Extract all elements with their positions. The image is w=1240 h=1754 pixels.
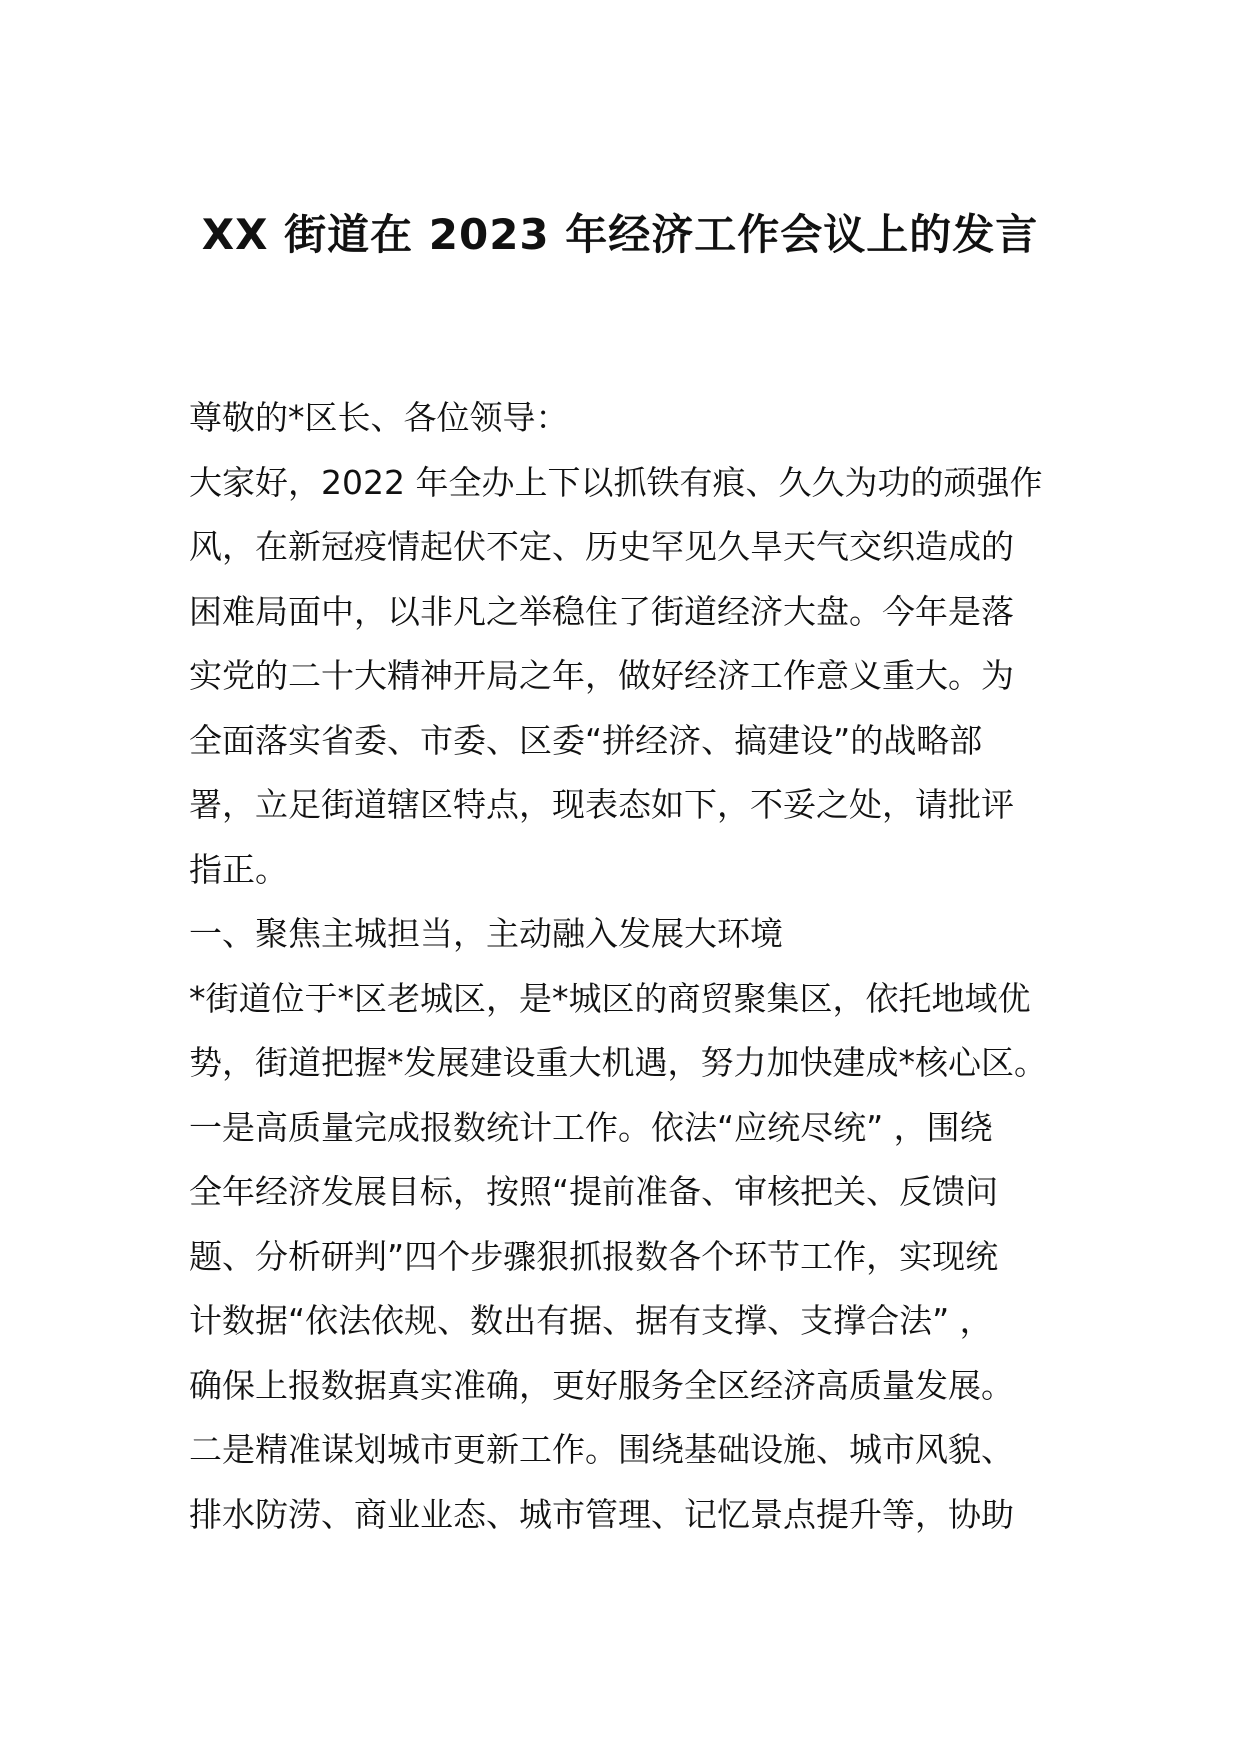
document-title: XX 街道在 2023 年经济工作会议上的发言 [201, 210, 1039, 259]
text-line: 确保上报数据真实准确，更好服务全区经济高质量发展。 [189, 1365, 1014, 1405]
text-line: 尊敬的*区长、各位领导： [189, 398, 569, 437]
text-line: 排水防涝、商业业态、城市管理、记忆景点提升等，协助 [189, 1494, 1014, 1534]
text-line: 困难局面中，以非凡之举稳住了街道经济大盘。今年是落 [189, 591, 1014, 631]
text-line: 指正。 [189, 849, 288, 889]
section-heading: 一、聚焦主城担当，主动融入发展大环境 [189, 914, 783, 953]
text-line: 势，街道把握*发展建设重大机遇，努力加快建成*核心区。 [189, 1043, 1047, 1082]
text-line: 一是高质量完成报数统计工作。依法“应统尽统” ，围绕 [189, 1107, 993, 1147]
text-line: 计数据“依法依规、数出有据、据有支撑、支撑合法” ， [189, 1301, 993, 1340]
text-line: 风，在新冠疫情起伏不定、历史罕见久旱天气交织造成的 [189, 527, 1014, 566]
text-line: 大家好，2022 年全办上下以抓铁有痕、久久为功的顽强作 [189, 462, 1043, 502]
text-line: 实党的二十大精神开局之年，做好经济工作意义重大。为 [189, 656, 1014, 695]
text-line: 署，立足街道辖区特点，现表态如下，不妥之处，请批评 [189, 785, 1014, 824]
document-body [189, 386, 1069, 1547]
text-line: 全面落实省委、市委、区委“拼经济、搞建设”的战略部 [189, 720, 983, 760]
text-line: 二是精准谋划城市更新工作。围绕基础设施、城市风貌、 [189, 1430, 1014, 1469]
text-line: *街道位于*区老城区，是*城区的商贸聚集区，依托地域优 [189, 978, 1031, 1018]
text-line: 题、分析研判”四个步骤狠抓报数各个环节工作，实现统 [189, 1236, 999, 1276]
text-line: 全年经济发展目标，按照“提前准备、审核把关、反馈问 [189, 1172, 999, 1211]
